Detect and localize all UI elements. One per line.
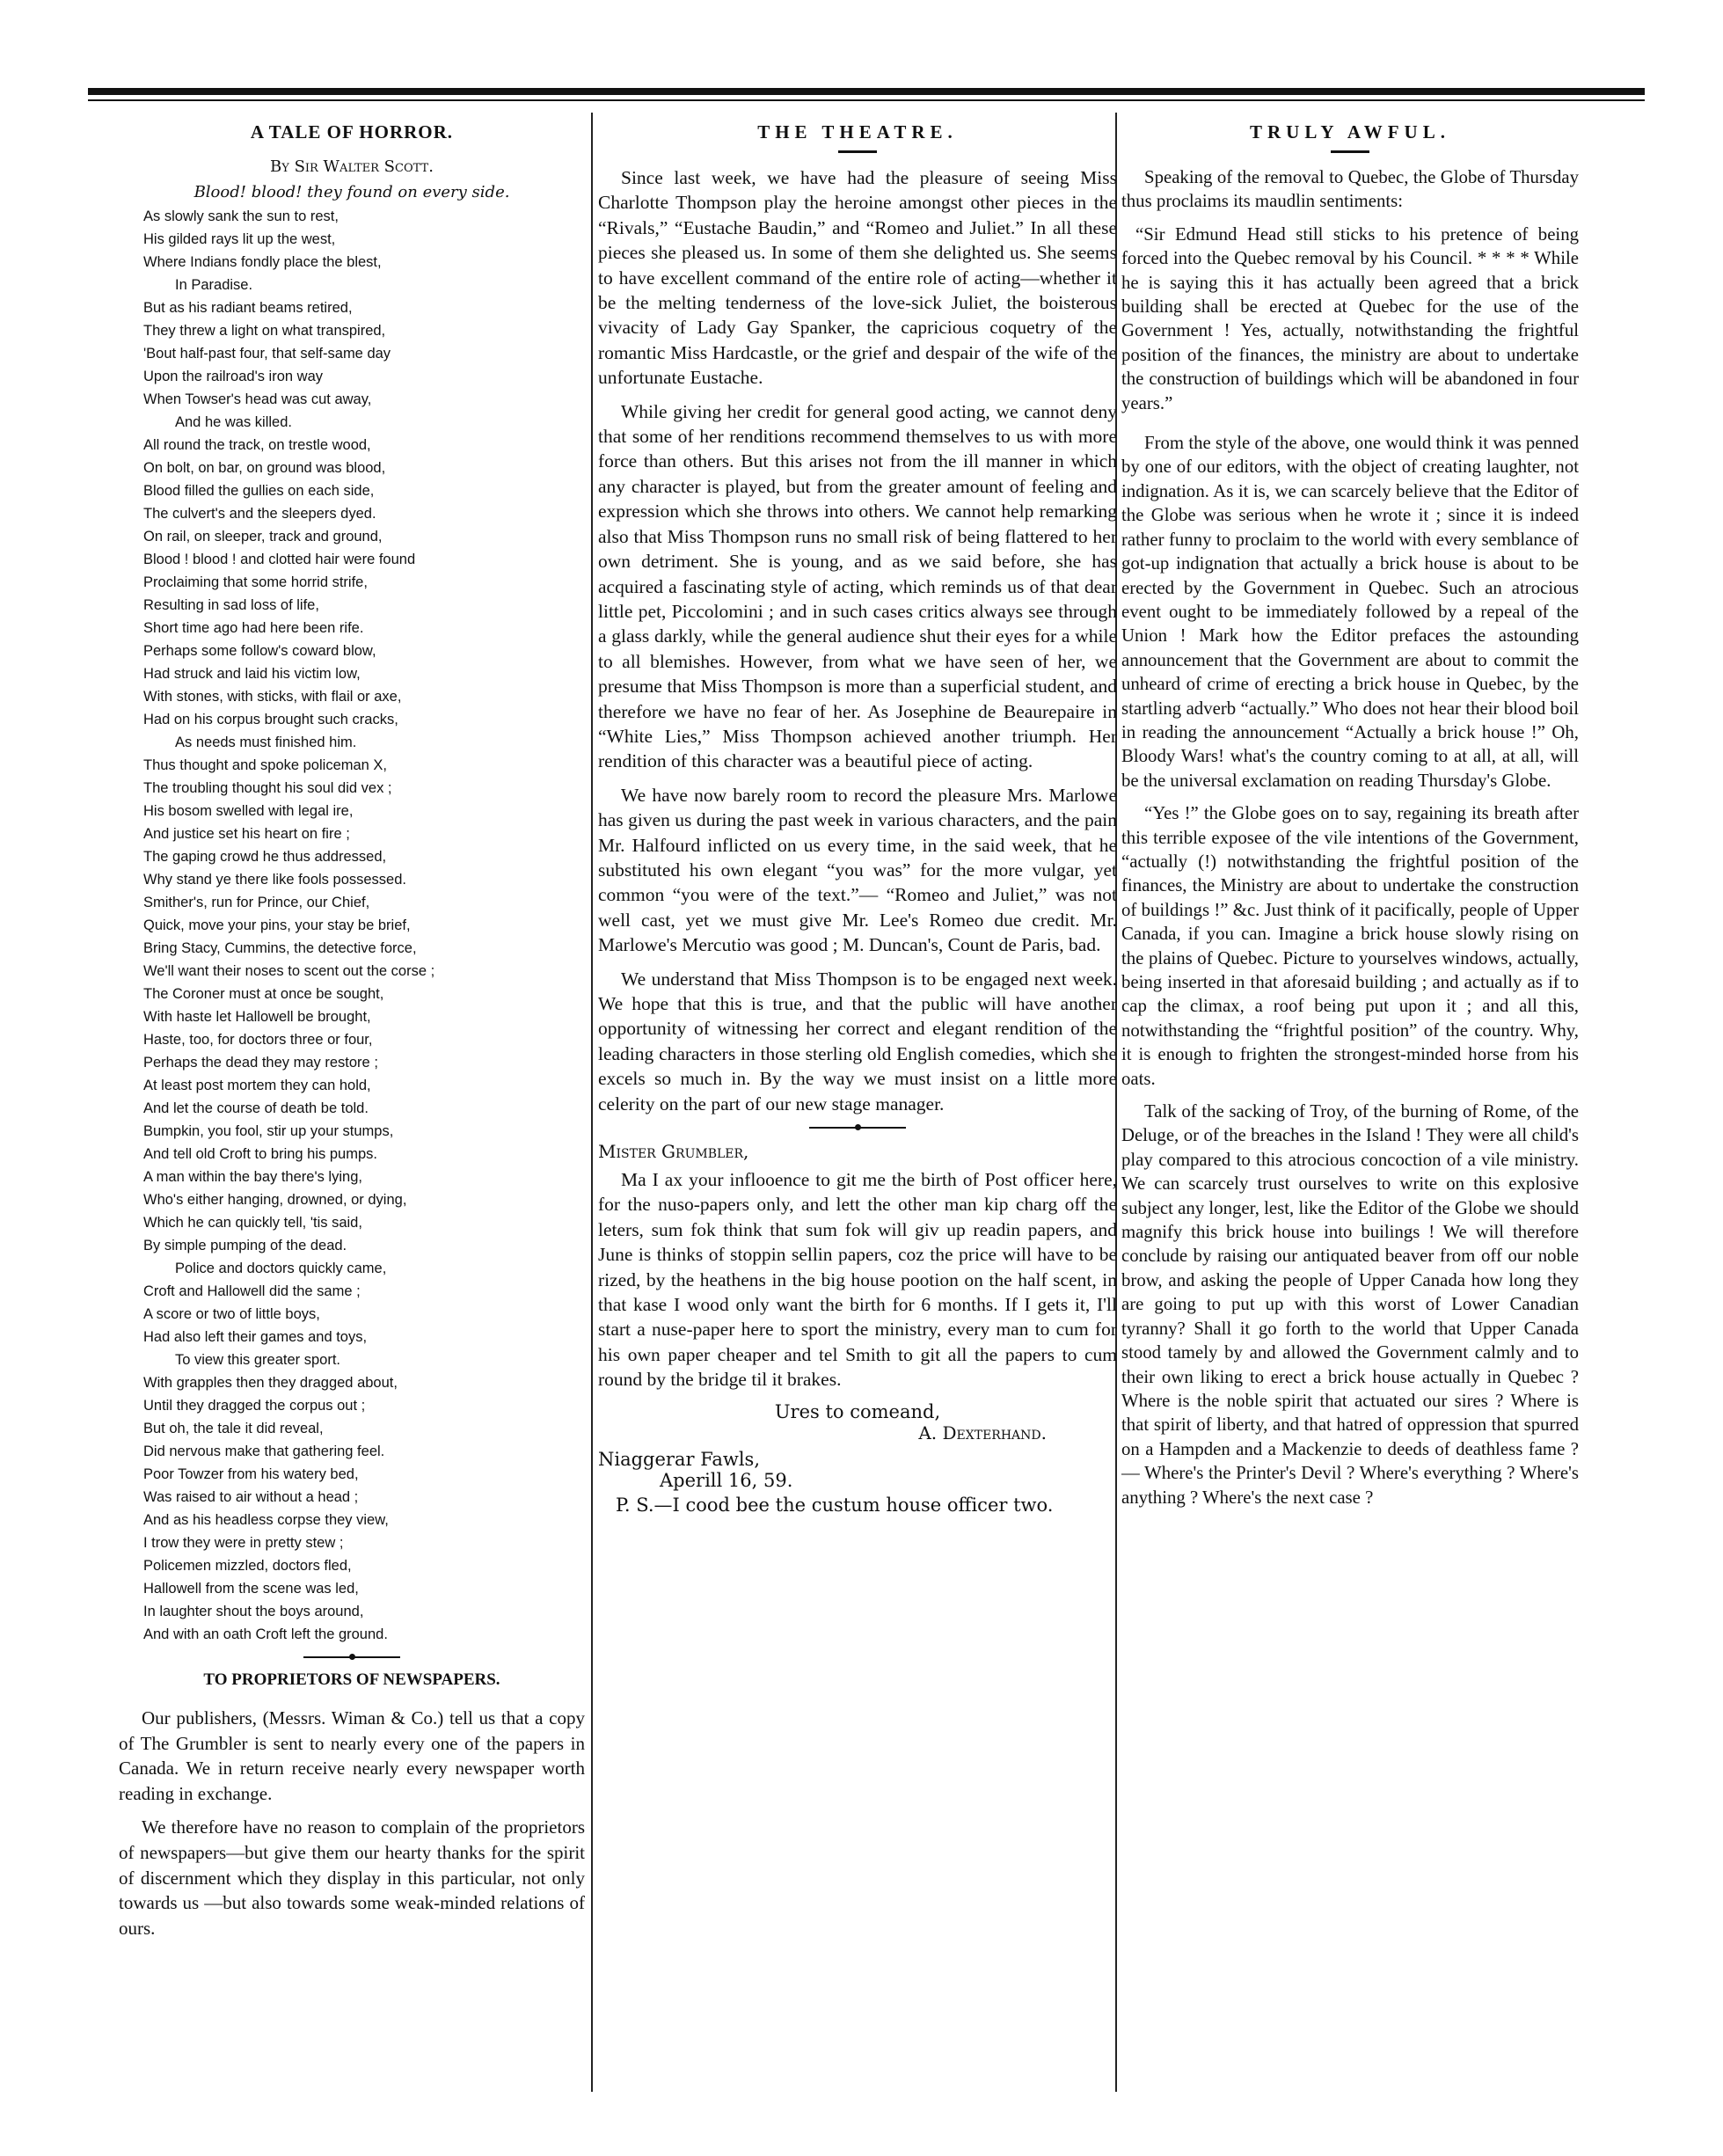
- poem-line: Thus thought and spoke policeman X,: [143, 757, 388, 773]
- poem-line: By simple pumping of the dead.: [143, 1238, 347, 1253]
- poem-line: Police and doctors quickly came,: [175, 1261, 387, 1276]
- poem-line: A man within the bay there's lying,: [143, 1169, 362, 1185]
- poem-line: On rail, on sleeper, track and ground,: [143, 529, 383, 544]
- poem-line: And justice set his heart on fire ;: [143, 826, 350, 842]
- column-middle: [598, 113, 1117, 2101]
- section-separator: [303, 1656, 400, 1658]
- title-rule: [838, 150, 877, 153]
- theatre-paragraph-1: Since last week, we have had the pleasure of seeing Miss Charlotte Thompson play the heroine amongst other pieces in the “Rivals,” “Eustache Baudin,” and “Romeo and Juliet.” In all these pieces she pleased us. In some of them she delighted us. She seems to have excellent command of the entire role of acting—whether it be the melting tenderness of the love-sick Juliet, the boisterous vivacity of Lady Gay Spanker, the capricious coquetry of the romantic Miss Hardcastle, or the grief and despair of the wife of the unfortunate Eustache.: [598, 167, 1117, 389]
- letter-signature: A. Dexterhand.: [918, 1421, 1047, 1443]
- poem-line: But oh, the tale it did reveal,: [143, 1421, 324, 1436]
- poem-line: The culvert's and the sleepers dyed.: [143, 506, 376, 522]
- letter-body: Ma I ax your inflooence to git me the birth of Post officer here, for the nuso-papers only, and lett the other man kip charg off the leters, sum fok think that sum fok will giv up readin papers, and June is thinks of stoppin sellin papers, coz the price will have to be rized, by the heathens in the big house pootion on the half scent, in that kase I wood only want the birth for 6 months. If I gets it, I'll start a nuse-paper here to sport the ministry, every man to cum for his own paper cheaper and tel Smith to git all the papers to cum round by the bridge til it brakes.: [598, 1169, 1117, 1391]
- poem-line: Haste, too, for doctors three or four,: [143, 1032, 373, 1048]
- poem-line: All round the track, on trestle wood,: [143, 437, 371, 453]
- poem-line: Bring Stacy, Cummins, the detective force,: [143, 940, 417, 956]
- poem-line: In laughter shout the boys around,: [143, 1604, 364, 1619]
- letter-date: Aperill 16, 59.: [660, 1469, 793, 1491]
- column-divider-left: [591, 113, 593, 2092]
- poem-line: Short time ago had here been rife.: [143, 620, 364, 636]
- proprietors-paragraph-1: Our publishers, (Messrs. Wiman & Co.) tell us that a copy of The Grumbler is sent to nearly every one of the papers in Canada. We in return receive nearly every newspaper worth reading in exchange.: [119, 1707, 585, 1804]
- proprietors-title: TO PROPRIETORS OF NEWSPAPERS.: [203, 1670, 500, 1689]
- section-separator: [809, 1127, 906, 1129]
- poem-line: The Coroner must at once be sought,: [143, 986, 384, 1002]
- letter-salutation: Mister Grumbler,: [598, 1141, 749, 1163]
- poem-line: They threw a light on what transpired,: [143, 323, 386, 339]
- poem-line: As needs must finished him.: [175, 735, 357, 750]
- top-rule: [88, 88, 1645, 95]
- poem-line: Had struck and laid his victim low,: [143, 666, 361, 682]
- tale-epigraph: Blood! blood! they found on every side.: [193, 183, 510, 201]
- poem-line: 'Bout half-past four, that self-same day: [143, 346, 391, 362]
- column-left: [119, 113, 585, 2101]
- poem-line: The troubling thought his soul did vex ;: [143, 780, 392, 796]
- theatre-title: THE THEATRE.: [757, 121, 958, 143]
- poem-line: The gaping crowd he thus addressed,: [143, 849, 387, 865]
- poem-line: Upon the railroad's iron way: [143, 369, 324, 384]
- theatre-paragraph-2: While giving her credit for general good acting, we cannot deny that some of her renditions recommend themselves to us with more force than others. But this arises not from the ill manner in which any character is played, but from the greater amount of feeling and expression which she throws into others. We cannot help remarking also that Miss Thompson runs no small risk of being flattered to her own detriment. She is young, and as we said before, she has acquired a fascinating style of acting, which reminds us of that dear little pet, Piccolomini ; and in such cases critics always see through a glass darkly, while the general audience shut their eyes for a while to all blemishes. However, from what we have seen of her, we presume that Miss Thompson is more than a superficial student, and therefore we have no fear of her. As Josephine de Beaurepaire in “White Lies,” Miss Thompson achieved another triumph. Her rendition of this character was a beautiful piece of acting.: [598, 400, 1117, 772]
- awful-title: TRULY AWFUL.: [1250, 121, 1450, 143]
- poem-line: Was raised to air without a head ;: [143, 1489, 359, 1505]
- poem-line: Hallowell from the scene was led,: [143, 1581, 359, 1597]
- awful-paragraph-3: “Yes !” the Globe goes on to say, regaining its breath after this terrible exposee of the vile intentions of the Government, “actually (!) notwithstanding the frightful position of the finances, the Ministry are about to undertake the construction of buildings !” &c. Just think of it pacifically, people of Upper Canada, if you can. Imagine a brick house slowly rising on the plains of Quebec. Picture to yourselves windows, actually, being inserted in that aforesaid building ; and actually as if to cap the climax, a roof being put upon it ; and all this, notwithstanding the “frightful position” of the country. Why, it is enough to frighten the strongest-minded horse from his oats.: [1121, 803, 1579, 1089]
- poem-line: Proclaiming that some horrid strife,: [143, 574, 368, 590]
- poem-line: Bumpkin, you fool, stir up your stumps,: [143, 1123, 394, 1139]
- theatre-paragraph-4: We understand that Miss Thompson is to be engaged next week. We hope that this is true, and that the public will have another opportunity of witnessing her correct and elegant rendition of the leading characters in those sterling old English comedies, which she excels so much in. By the way we must insist on a little more celerity on the part of our new stage manager.: [598, 968, 1117, 1115]
- poem-line: Did nervous make that gathering feel.: [143, 1443, 385, 1459]
- poem-line: We'll want their noses to scent out the corse ;: [143, 963, 435, 979]
- poem-line: To view this greater sport.: [175, 1352, 340, 1368]
- letter-place: Niaggerar Fawls,: [598, 1448, 761, 1470]
- tale-byline: By Sir Walter Scott.: [270, 157, 434, 176]
- top-rule-thin: [88, 99, 1645, 101]
- poem-line: Perhaps the dead they may restore ;: [143, 1055, 378, 1071]
- theatre-paragraph-3: We have now barely room to record the pleasure Mrs. Marlowe has given us during the past week in various characters, and the pain Mr. Halfourd inflicted on us every time, in the said week, that he substituted his own elegant “you was” for the more vulgar, yet common “you were of the text.”— “Romeo and Juliet,” was not well cast, yet we must give Mr. Lee's Romeo due credit. Mr. Marlowe's Mercutio was good ; M. Duncan's, Count de Paris, bad.: [598, 784, 1117, 956]
- poem-line: And tell old Croft to bring his pumps.: [143, 1146, 377, 1162]
- poem-line: At least post mortem they can hold,: [143, 1078, 371, 1093]
- tale-title: A TALE OF HORROR.: [250, 121, 454, 143]
- poem-line: Perhaps some follow's coward blow,: [143, 643, 376, 659]
- poem-line: Policemen mizzled, doctors fled,: [143, 1558, 352, 1574]
- letter-closing: Ures to comeand,: [774, 1400, 941, 1422]
- poem-line: Had also left their games and toys,: [143, 1329, 368, 1345]
- awful-paragraph-4: Talk of the sacking of Troy, of the burning of Rome, of the Deluge, or of the breaches in the Island ! They were all child's play compared to this atrocious concoction of a vile ministry. We can scarcely trust ourselves to write on this explosive subject any longer, lest, like the Editor of the Globe we should magnify this brick house into builings ! We will therefore conclude by raising our antiquated beaver from off our noble brow, and asking the people of Upper Canada how long they are going to put up with this worst of Lower Canadian tyranny? Shall it go forth to the world that Upper Canada stood tamely by and allowed the Government calmly and to their own liking to erect a brick house actually in Quebec ? Where is the noble spirit that actuated our sires ? Where is that spirit of liberty, and that hatred of oppression that spurred on a Hampden and a Mackenzie to deeds of deathless fame ?— Where's the Printer's Devil ? Where's everything ? Where's anything ? Where's the next case ?: [1121, 1101, 1579, 1508]
- poem-line: Resulting in sad loss of life,: [143, 597, 319, 613]
- poem-line: Poor Towzer from his watery bed,: [143, 1466, 359, 1482]
- poem-line: With haste let Hallowell be brought,: [143, 1009, 371, 1025]
- poem-line: And he was killed.: [175, 414, 292, 430]
- poem-line: And as his headless corpse they view,: [143, 1512, 389, 1528]
- poem-line: Quick, move your pins, your stay be brief,: [143, 917, 411, 933]
- poem-line: Who's either hanging, drowned, or dying,: [143, 1192, 407, 1208]
- poem-line: Where Indians fondly place the blest,: [143, 254, 382, 270]
- poem-line: And let the course of death be told.: [143, 1100, 369, 1116]
- poem-line: As slowly sank the sun to rest,: [143, 208, 339, 224]
- column-right: [1121, 113, 1579, 2101]
- poem-line: With grapples then they dragged about,: [143, 1375, 398, 1391]
- letter-postscript: P. S.—I cood bee the custum house officer two.: [616, 1494, 1054, 1516]
- awful-paragraph-1: Speaking of the removal to Quebec, the Globe of Thursday thus proclaims its maudlin sentiments:: [1121, 167, 1579, 212]
- poem-line: On bolt, on bar, on ground was blood,: [143, 460, 386, 476]
- poem-line: But as his radiant beams retired,: [143, 300, 353, 316]
- poem-line: With stones, with sticks, with flail or axe,: [143, 689, 402, 705]
- poem-line: Why stand ye there like fools possessed.: [143, 872, 406, 888]
- poem-line: Blood ! blood ! and clotted hair were found: [143, 552, 416, 567]
- poem-line: Croft and Hallowell did the same ;: [143, 1283, 361, 1299]
- poem-line: His bosom swelled with legal ire,: [143, 803, 354, 819]
- poem-line: Blood filled the gullies on each side,: [143, 483, 375, 499]
- awful-quote: “Sir Edmund Head still sticks to his pretence of being forced into the Quebec removal by his Council. * * * * While he is saying this it has actually been agreed that a brick building shall be erected at Quebec for the use of the Government ! Yes, actually, notwithstanding the frightful position of the finances, the ministry are about to undertake the construction of buildings which will be abandoned in four years.”: [1121, 223, 1579, 413]
- proprietors-paragraph-2: We therefore have no reason to complain of the proprietors of newspapers—but give them our hearty thanks for the spirit of discernment which they display in this particular, not only towards us —but also towards some weak-minded relations of ours.: [119, 1816, 585, 1939]
- poem-line: In Paradise.: [175, 277, 253, 293]
- poem-line: His gilded rays lit up the west,: [143, 231, 336, 247]
- poem-line: And with an oath Croft left the ground.: [143, 1626, 388, 1642]
- title-rule: [1331, 150, 1369, 153]
- poem-line: Smither's, run for Prince, our Chief,: [143, 895, 370, 910]
- poem-line: Had on his corpus brought such cracks,: [143, 712, 398, 727]
- poem-line: When Towser's head was cut away,: [143, 391, 372, 407]
- poem-line: A score or two of little boys,: [143, 1306, 320, 1322]
- poem-line: I trow they were in pretty stew ;: [143, 1535, 344, 1551]
- poem-line: Which he can quickly tell, 'tis said,: [143, 1215, 362, 1231]
- tale-poem: [119, 205, 585, 1646]
- awful-paragraph-2: From the style of the above, one would think it was penned by one of our editors, with the object of creating laughter, not indignation. As it is, we can scarcely believe that the Editor of the Globe was serious when he wrote it ; since it is indeed rather funny to proclaim to the world with every semblance of got-up indignation that actually a brick house is about to be erected by the Government in Quebec. Such an atrocious event ought to be immediately followed by a repeal of the Union ! Mark how the Editor prefaces the astounding announcement that the Government are about to commit the unheard of crime of erecting a brick house in Quebec, by the startling adverb “actually.” Who does not hear their blood boil in reading the announcement “Actually a brick house !” Oh, Bloody Wars! what's the country coming to at all, at all, will be the universal exclamation on reading Thursday's Globe.: [1121, 433, 1579, 791]
- poem-line: Until they dragged the corpus out ;: [143, 1398, 366, 1414]
